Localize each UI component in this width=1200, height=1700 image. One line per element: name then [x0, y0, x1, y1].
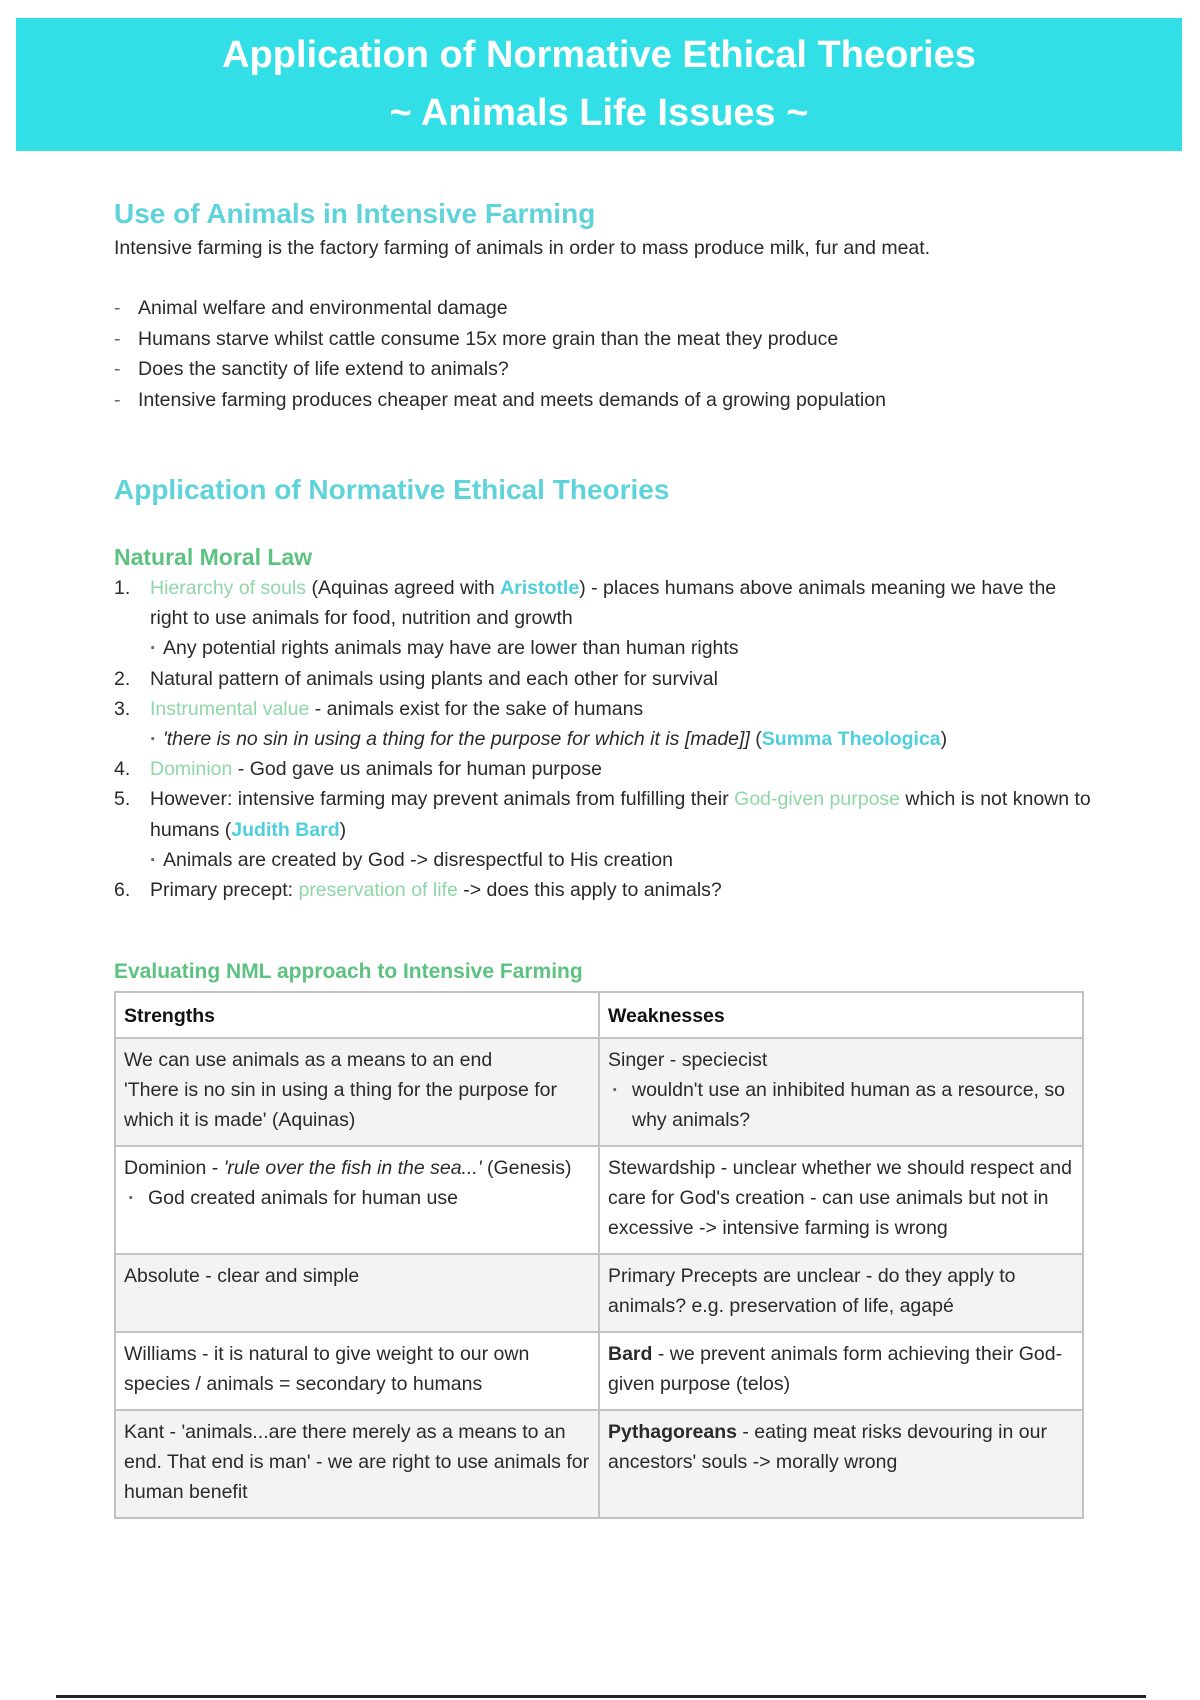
section-heading: Application of Normative Ethical Theories	[114, 474, 670, 505]
strength-cell: Williams - it is natural to give weight to our own species / animals = secondary to humans	[115, 1332, 599, 1410]
list-item: 1. Hierarchy of souls (Aquinas agreed with Aristotle) - places humans above animals meaning we have the right to use animals for food, nutrition and growth · Any potential rights animals may have are lower than human rights	[114, 573, 1094, 664]
column-header-strengths: Strengths	[115, 992, 599, 1038]
title-banner	[16, 18, 1182, 151]
reference: Summa Theologica	[761, 728, 941, 751]
list-item: - Animal welfare and environmental damage	[114, 293, 1094, 324]
section-heading: Use of Animals in Intensive Farming	[114, 198, 596, 229]
intro-paragraph: Intensive farming is the factory farming of animals in order to mass produce milk, fur and meat.	[114, 237, 931, 259]
column-header-weaknesses: Weaknesses	[599, 992, 1083, 1038]
list-item: 4. Dominion - God gave us animals for human purpose	[114, 758, 602, 781]
table-heading: Evaluating NML approach to Intensive Farming	[114, 960, 583, 984]
strength-cell: Absolute - clear and simple	[115, 1254, 599, 1332]
issue-list	[114, 293, 1094, 415]
sub-point: · God created animals for human use	[124, 1183, 590, 1213]
list-item: 6. Primary precept: preservation of life -> does this apply to animals?	[114, 879, 722, 902]
list-item: - Intensive farming produces cheaper meat and meets demands of a growing population	[114, 385, 1094, 416]
sub-point: · Animals are created by God -> disrespectful to His creation	[150, 845, 1094, 875]
table-row	[115, 1038, 1083, 1146]
sub-point: · 'there is no sin in using a thing for the purpose for which it is [made]] (Summa Theologica)	[150, 724, 1094, 754]
quote: 'there is no sin in using a thing for the purpose for which it is [made]]	[163, 728, 750, 751]
weakness-cell: Primary Precepts are unclear - do they apply to animals? e.g. preservation of life, agapé	[599, 1254, 1083, 1332]
table-row	[115, 1254, 1083, 1332]
reference: Judith Bard	[231, 818, 340, 841]
reference: Aristotle	[500, 577, 580, 599]
subsection-heading: Natural Moral Law	[114, 544, 313, 570]
section-application	[114, 471, 1094, 905]
section-evaluation	[114, 957, 1094, 1519]
weakness-cell: Pythagoreans - eating meat risks devouring in our ancestors' souls -> morally wrong	[599, 1410, 1083, 1518]
page-title: Application of Normative Ethical Theories	[222, 34, 976, 76]
weakness-cell: Singer - speciecist · wouldn't use an inhibited human as a resource, so why animals?	[599, 1038, 1083, 1146]
page-subtitle: ~ Animals Life Issues ~	[389, 92, 809, 134]
key-term: preservation of life	[298, 879, 458, 902]
sub-point: · wouldn't use an inhibited human as a resource, so why animals?	[608, 1075, 1074, 1135]
table-row	[115, 1332, 1083, 1410]
weakness-cell: Bard - we prevent animals form achieving their God-given purpose (telos)	[599, 1332, 1083, 1410]
strength-cell: We can use animals as a means to an end 'There is no sin in using a thing for the purpose for which it is made' (Aquinas)	[115, 1038, 599, 1146]
key-term: God-given purpose	[734, 788, 901, 811]
list-item: 5. However: intensive farming may prevent animals from fulfilling their God-given purpose which is not known to humans (Judith Bard) · Animals are created by God -> disrespectful to His creation	[114, 784, 1094, 875]
strength-cell: Dominion - 'rule over the fish in the sea...' (Genesis) · God created animals for human use	[115, 1146, 599, 1254]
sub-point: · Any potential rights animals may have are lower than human rights	[150, 633, 1094, 663]
list-item: 3. Instrumental value - animals exist for the sake of humans · 'there is no sin in using a thing for the purpose for which it is [made]] (Summa Theologica)	[114, 694, 1094, 754]
list-item: - Humans starve whilst cattle consume 15x more grain than the meat they produce	[114, 324, 1094, 355]
list-item: 2. Natural pattern of animals using plants and each other for survival	[114, 667, 718, 690]
key-term: Dominion	[150, 758, 233, 781]
table-row	[115, 1410, 1083, 1518]
table-row	[115, 1146, 1083, 1254]
key-term: Instrumental value	[150, 697, 310, 720]
document-body	[114, 195, 1094, 1519]
strength-cell: Kant - 'animals...are there merely as a means to an end. That end is man' - we are right to use animals for human benefit	[115, 1410, 599, 1518]
section-intensive-farming	[114, 195, 1094, 415]
evaluation-table	[114, 991, 1084, 1519]
nml-list	[114, 573, 1094, 905]
weakness-cell: Stewardship - unclear whether we should respect and care for God's creation - can use animals but not in excessive -> intensive farming is wrong	[599, 1146, 1083, 1254]
key-term: Hierarchy of souls	[150, 577, 307, 599]
page-divider	[56, 1695, 1146, 1698]
list-item: - Does the sanctity of life extend to animals?	[114, 354, 1094, 385]
table-header-row	[115, 992, 1083, 1038]
quote: 'rule over the fish in the sea...'	[223, 1157, 482, 1180]
